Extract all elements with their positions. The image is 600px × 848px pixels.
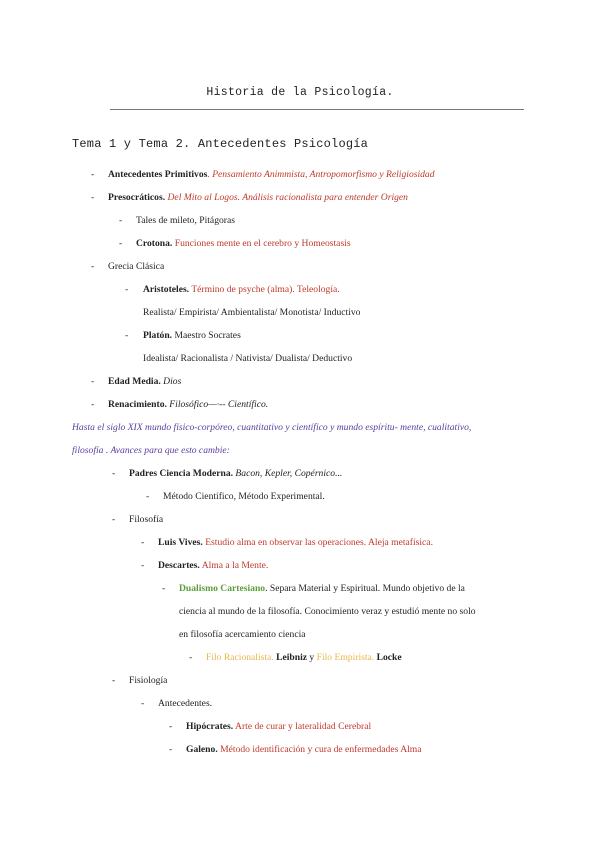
bullet-dash: -: [141, 560, 145, 571]
item-antecedentes: Antecedentes.: [158, 698, 213, 709]
item-dualismo-line-2: ciencia al mundo de la filosofía. Conocimiento veraz y estudió mente no solo: [179, 606, 476, 617]
title-divider: [110, 109, 524, 110]
item-padres-ciencia: Padres Ciencia Moderna. Bacon, Kepler, Copérnico...: [129, 468, 343, 479]
item-metodo: Método Científico, Método Experimental.: [163, 491, 325, 502]
bullet-dash: -: [189, 652, 193, 663]
item-filo-racionalista: Filo Racionalista. Leibniz y Filo Empirista. Locke: [206, 652, 402, 663]
item-dualismo-line-3: en filosofía acercamiento ciencia: [179, 629, 306, 640]
bullet-dash: -: [91, 169, 95, 180]
item-galeno: Galeno. Método identificación y cura de enfermedades Alma: [186, 744, 422, 755]
bullet-dash: -: [112, 468, 116, 479]
bullet-dash: -: [91, 192, 95, 203]
item-luis-vives: Luis Vives. Estudio alma en observar las operaciones. Aleja metafísica.: [158, 537, 433, 548]
item-presocraticos: Presocráticos. Del Mito al Logos. Análisis racionalista para entender Origen: [108, 192, 408, 203]
bullet-dash: -: [169, 744, 173, 755]
bullet-dash: -: [146, 491, 150, 502]
bullet-dash: -: [125, 284, 129, 295]
bullet-dash: -: [112, 675, 116, 686]
bullet-dash: -: [91, 261, 95, 272]
paragraph-line-1: Hasta el siglo XIX mundo físico-corpóreo, cuantitativo y científico y mundo espíritu- mente, cualitativo,: [72, 422, 472, 433]
bullet-dash: -: [91, 376, 95, 387]
item-platon-traits: Idealista/ Racionalista / Nativista/ Dualista/ Deductivo: [143, 353, 353, 364]
bullet-dash: -: [169, 721, 173, 732]
item-tales: Tales de mileto, Pitágoras: [136, 215, 235, 226]
item-aristoteles-traits: Realista/ Empirista/ Ambientalista/ Monotista/ Inductivo: [143, 307, 361, 318]
item-descartes: Descartes. Alma a la Mente.: [158, 560, 269, 571]
bullet-dash: -: [112, 514, 116, 525]
item-crotona: Crotona. Funciones mente en el cerebro y Homeostasis: [136, 238, 351, 249]
bullet-dash: -: [119, 215, 123, 226]
item-grecia-clasica: Grecia Clásica: [108, 261, 165, 272]
item-dualismo: Dualismo Cartesiano. Separa Material y Espiritual. Mundo objetivo de la: [179, 583, 465, 594]
section-heading: Tema 1 y Tema 2. Antecedentes Psicología: [72, 137, 369, 151]
paragraph-line-2: filosofía . Avances para que esto cambie:: [72, 445, 230, 456]
bullet-dash: -: [91, 399, 95, 410]
item-aristoteles: Aristoteles. Término de psyche (alma). Teleología.: [143, 284, 340, 295]
item-fisiologia: Fisiología: [129, 675, 168, 686]
bullet-dash: -: [119, 238, 123, 249]
item-platon: Platón. Maestro Socrates: [143, 330, 241, 341]
item-filosofia: Filosofía: [129, 514, 164, 525]
item-hipocrates: Hipócrates. Arte de curar y lateralidad Cerebral: [186, 721, 372, 732]
bullet-dash: -: [141, 537, 145, 548]
bullet-dash: -: [162, 583, 166, 594]
item-renacimiento: Renacimiento. Filosófico—·-- Científico.: [108, 399, 269, 410]
bullet-dash: -: [125, 330, 129, 341]
bullet-dash: -: [141, 698, 145, 709]
document-title: Historia de la Psicología.: [206, 86, 394, 99]
item-antecedentes-primitivos: Antecedentes Primitivos. Pensamiento Animmista, Antropomorfismo y Religiosidad: [108, 169, 435, 180]
item-edad-media: Edad Media. Dios: [108, 376, 182, 387]
